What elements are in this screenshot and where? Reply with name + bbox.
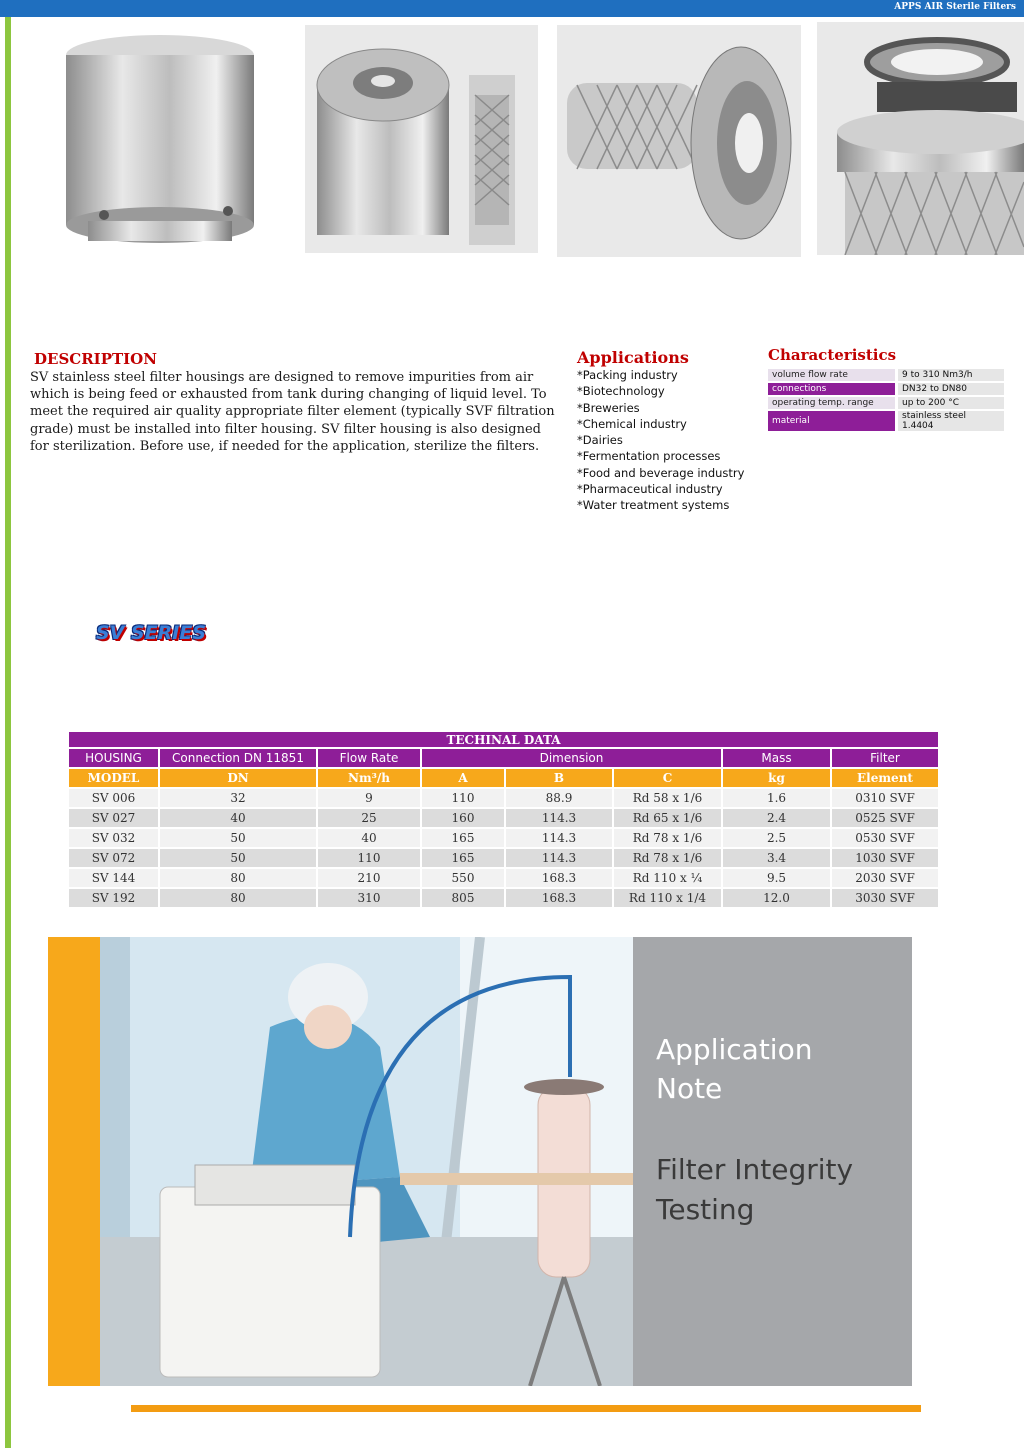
table-row bbox=[68, 848, 939, 868]
table-cell: SV 032 bbox=[68, 828, 159, 848]
table-cell: Rd 78 x 1/6 bbox=[613, 828, 722, 848]
column-header: Flow Rate bbox=[317, 748, 421, 768]
application-item: *Chemical industry bbox=[577, 416, 687, 431]
table-cell: 50 bbox=[159, 828, 317, 848]
table-cell: 0530 SVF bbox=[831, 828, 939, 848]
characteristic-label: operating temp. range bbox=[768, 397, 895, 409]
application-note-subtitle bbox=[656, 1150, 853, 1230]
column-header: Mass bbox=[722, 748, 831, 768]
product-photo-element-closeup bbox=[817, 22, 1024, 255]
characteristic-value: 9 to 310 Nm3/h bbox=[895, 369, 1004, 381]
characteristic-row bbox=[768, 397, 1004, 409]
description-title: DESCRIPTION bbox=[34, 350, 157, 368]
table-row bbox=[68, 868, 939, 888]
table-cell: Rd 78 x 1/6 bbox=[613, 848, 722, 868]
table-cell: 2.4 bbox=[722, 808, 831, 828]
column-header: Filter bbox=[831, 748, 939, 768]
header-title: APPS AIR Sterile Filters bbox=[894, 2, 1016, 12]
characteristic-value: up to 200 °C bbox=[895, 397, 1004, 409]
application-item: *Biotechnology bbox=[577, 384, 665, 399]
column-subheader: Element bbox=[831, 768, 939, 788]
description-body: SV stainless steel filter housings are designed to remove impurities from air which is being feed or exhausted from tank during changing of liquid level. To meet the required air quality appropriate filter element (typically SVF filtration grade) must be installed into filter housing. SV filter housing is also designed for sterilization. Before use, if needed for the application, sterilize the filters. bbox=[30, 370, 555, 454]
applications-title: Applications bbox=[577, 348, 689, 367]
table-cell: 12.0 bbox=[722, 888, 831, 908]
table-title: TECHINAL DATA bbox=[68, 731, 939, 748]
table-cell: 40 bbox=[317, 828, 421, 848]
technical-data-table bbox=[67, 730, 940, 909]
table-cell: 1030 SVF bbox=[831, 848, 939, 868]
column-subheader: kg bbox=[722, 768, 831, 788]
column-subheader: A bbox=[421, 768, 505, 788]
table-cell: 0525 SVF bbox=[831, 808, 939, 828]
table-cell: 80 bbox=[159, 888, 317, 908]
table-cell: 210 bbox=[317, 868, 421, 888]
application-item: *Packing industry bbox=[577, 368, 678, 382]
characteristic-label: material bbox=[768, 411, 895, 431]
column-header: Connection DN 11851 bbox=[159, 748, 317, 768]
table-cell: 3030 SVF bbox=[831, 888, 939, 908]
table-cell: 25 bbox=[317, 808, 421, 828]
table-row bbox=[68, 808, 939, 828]
application-item: *Food and beverage industry bbox=[577, 465, 745, 480]
table-cell: 165 bbox=[421, 848, 505, 868]
table-cell: 1.6 bbox=[722, 788, 831, 808]
note-subtitle-line: Filter Integrity bbox=[656, 1153, 854, 1186]
product-photo-housing-open bbox=[305, 25, 538, 253]
table-cell: 114.3 bbox=[505, 848, 613, 868]
characteristic-row bbox=[768, 383, 1004, 395]
table-cell: Rd 110 x 1/4 bbox=[613, 888, 722, 908]
table-row bbox=[68, 888, 939, 908]
note-subtitle-line: Testing bbox=[656, 1193, 755, 1226]
characteristic-row bbox=[768, 411, 1004, 431]
application-item: *Pharmaceutical industry bbox=[577, 482, 723, 497]
table-header-row bbox=[68, 748, 939, 768]
application-item: *Fermentation processes bbox=[577, 449, 721, 464]
lab-technician-photo bbox=[100, 937, 633, 1386]
product-photo-housing bbox=[52, 25, 270, 255]
table-cell: SV 144 bbox=[68, 868, 159, 888]
note-title-line: Note bbox=[656, 1072, 723, 1105]
table-cell: SV 006 bbox=[68, 788, 159, 808]
top-banner bbox=[0, 0, 1024, 17]
applications-list bbox=[577, 367, 744, 514]
characteristic-row bbox=[768, 369, 1004, 381]
characteristics-title: Characteristics bbox=[768, 346, 897, 364]
table-cell: 168.3 bbox=[505, 888, 613, 908]
table-cell: 805 bbox=[421, 888, 505, 908]
table-cell: 40 bbox=[159, 808, 317, 828]
left-accent-stripe bbox=[5, 17, 11, 1448]
table-cell: 50 bbox=[159, 848, 317, 868]
table-cell: Rd 110 x ¼ bbox=[613, 868, 722, 888]
table-cell: 9.5 bbox=[722, 868, 831, 888]
application-item: *Breweries bbox=[577, 400, 640, 415]
characteristic-label: connections bbox=[768, 383, 895, 395]
table-cell: 32 bbox=[159, 788, 317, 808]
characteristics-table bbox=[768, 367, 1004, 433]
table-cell: 88.9 bbox=[505, 788, 613, 808]
table-cell: Rd 65 x 1/6 bbox=[613, 808, 722, 828]
product-photo-element bbox=[557, 25, 801, 257]
table-cell: SV 072 bbox=[68, 848, 159, 868]
table-cell: 310 bbox=[317, 888, 421, 908]
bottom-accent-bar bbox=[131, 1405, 921, 1412]
column-subheader: MODEL bbox=[68, 768, 159, 788]
table-cell: 110 bbox=[317, 848, 421, 868]
table-cell: 9 bbox=[317, 788, 421, 808]
sv-series-logo: SV SERIES bbox=[96, 622, 207, 644]
table-cell: 168.3 bbox=[505, 868, 613, 888]
table-cell: 2.5 bbox=[722, 828, 831, 848]
table-cell: 3.4 bbox=[722, 848, 831, 868]
characteristic-value: DN32 to DN80 bbox=[895, 383, 1004, 395]
characteristic-label: volume flow rate bbox=[768, 369, 895, 381]
table-cell: 114.3 bbox=[505, 828, 613, 848]
table-cell: 160 bbox=[421, 808, 505, 828]
table-cell: 550 bbox=[421, 868, 505, 888]
table-cell: 114.3 bbox=[505, 808, 613, 828]
column-subheader: C bbox=[613, 768, 722, 788]
table-title-row bbox=[68, 731, 939, 748]
table-cell: 2030 SVF bbox=[831, 868, 939, 888]
table-subheader-row bbox=[68, 768, 939, 788]
table-cell: SV 192 bbox=[68, 888, 159, 908]
table-cell: 80 bbox=[159, 868, 317, 888]
characteristic-value: stainless steel 1.4404 bbox=[895, 411, 1004, 431]
table-cell: 110 bbox=[421, 788, 505, 808]
table-cell: 165 bbox=[421, 828, 505, 848]
table-cell: Rd 58 x 1/6 bbox=[613, 788, 722, 808]
column-subheader: DN bbox=[159, 768, 317, 788]
application-item: *Water treatment systems bbox=[577, 498, 730, 513]
table-row bbox=[68, 828, 939, 848]
table-cell: SV 027 bbox=[68, 808, 159, 828]
banner-orange-block bbox=[48, 937, 100, 1386]
column-subheader: Nm³/h bbox=[317, 768, 421, 788]
table-row bbox=[68, 788, 939, 808]
application-note-title bbox=[656, 1030, 812, 1108]
column-subheader: B bbox=[505, 768, 613, 788]
column-header: HOUSING bbox=[68, 748, 159, 768]
column-header: Dimension bbox=[421, 748, 722, 768]
table-cell: 0310 SVF bbox=[831, 788, 939, 808]
note-title-line: Application bbox=[656, 1033, 813, 1066]
application-item: *Dairies bbox=[577, 433, 623, 448]
